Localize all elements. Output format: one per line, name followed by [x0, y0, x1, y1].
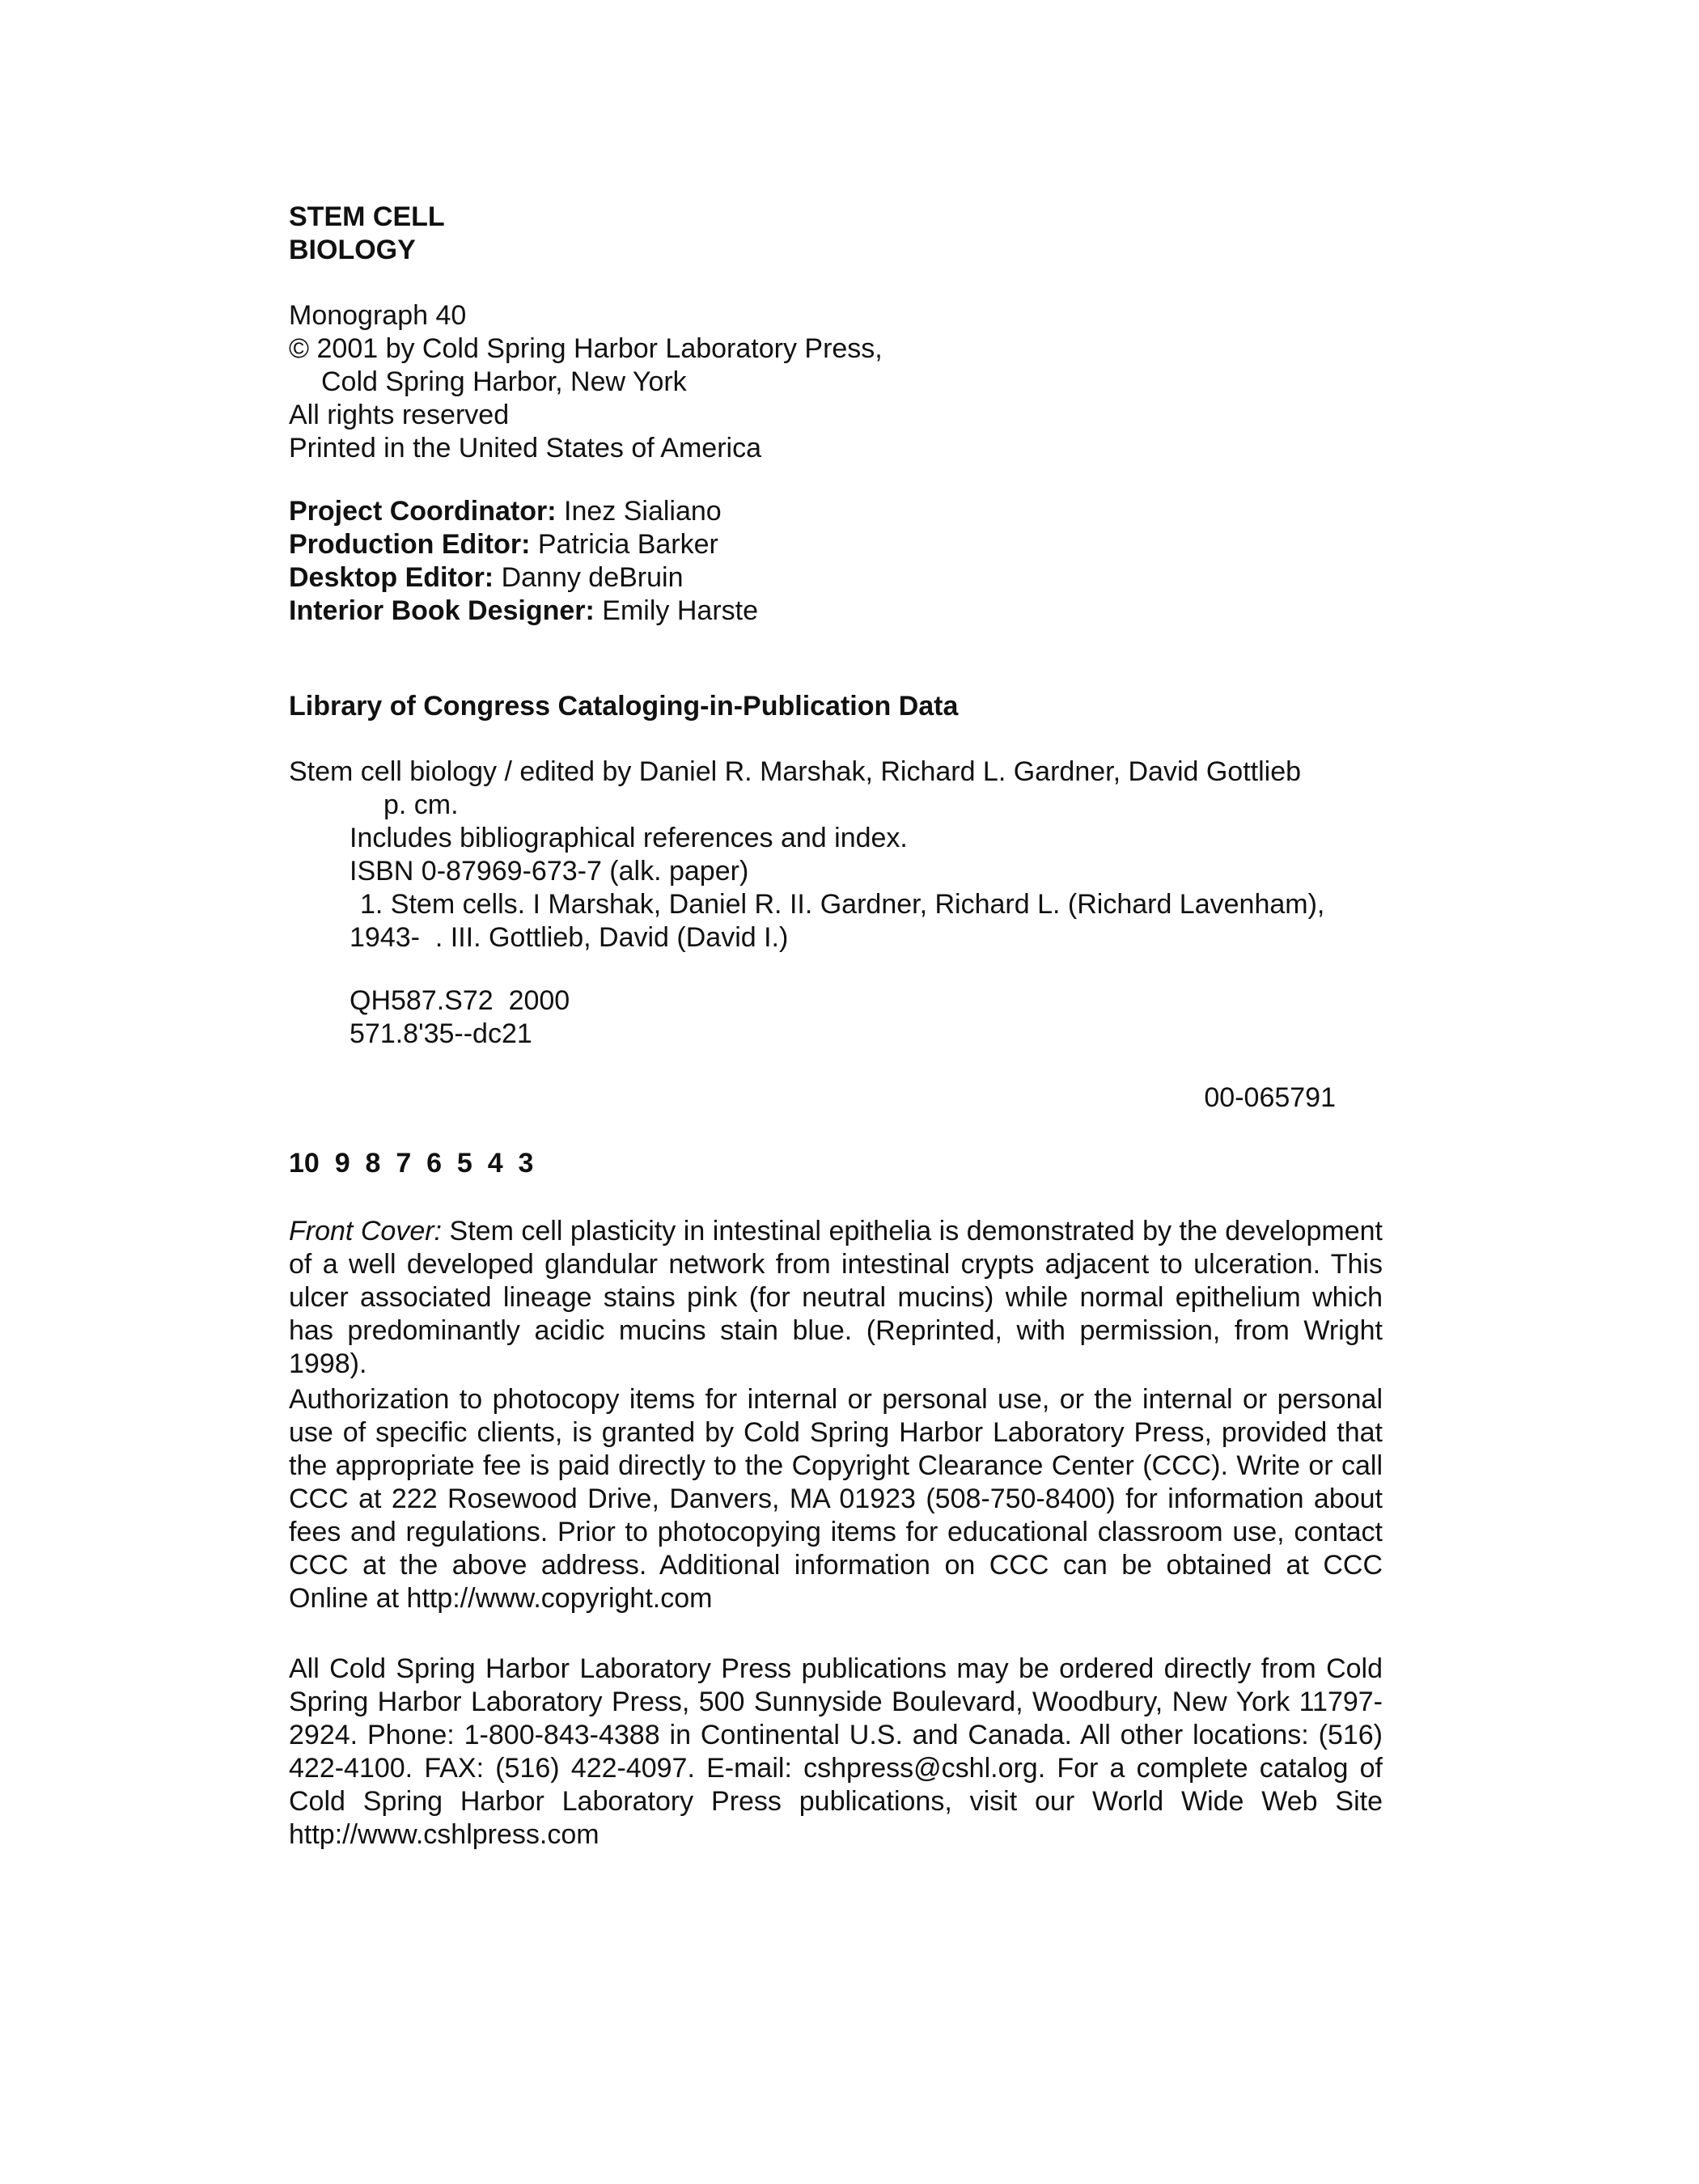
credit-name: Emily Harste — [602, 595, 758, 626]
monograph-number: Monograph 40 — [289, 300, 467, 331]
credit-role: Desktop Editor: — [289, 562, 494, 593]
imprint-block — [289, 299, 1383, 465]
front-cover-paragraph — [289, 1215, 1383, 1381]
credit-name: Patricia Barker — [537, 529, 718, 560]
credits-block — [289, 495, 1383, 628]
book-title — [289, 201, 1383, 267]
front-cover-label: Front Cover: — [289, 1216, 443, 1246]
book-title-line-1: STEM CELL — [289, 201, 445, 232]
cip-dewey: 571.8'35--dc21 — [350, 1018, 532, 1049]
cip-pcm: p. cm. — [383, 789, 459, 820]
ordering-paragraph: All Cold Spring Harbor Laboratory Press publications may be ordered directly from Cold Spring Harbor Laboratory Press, 500 Sunnyside Boulevard, Woodbury, New York 11797-2924. Phone: 1-800-843-4388 in Continental U.S. and Canada. All other locations: (516) 422-4100. FAX: (516) 422-4097. E-mail: cshpress@cshl.org. For a complete catalog of Cold Spring Harbor Laboratory Press publications, visit our World Wide Web Site http://www.cshlpress.com — [289, 1653, 1383, 1850]
cip-heading-text: Library of Congress Cataloging-in-Publication Data — [289, 691, 959, 722]
cip-subjects-2: 1943- . III. Gottlieb, David (David I.) — [350, 922, 789, 953]
front-cover-text: Stem cell plasticity in intestinal epithelia is demonstrated by the development of a well developed glandular network from intestinal crypts adjacent to ulceration. This ulcer associated lineage stains pink (for neutral mucins) while normal epithelium which has predominantly acidic mucins stain blue. (Reprinted, with permission, from Wright 1998). — [289, 1216, 1383, 1379]
cip-heading — [289, 690, 1383, 723]
credit-role: Interior Book Designer: — [289, 595, 595, 626]
cip-lccn-row — [289, 1081, 1383, 1115]
cip-isbn: ISBN 0-87969-673-7 (alk. paper) — [350, 856, 749, 887]
cip-subjects-1: 1. Stem cells. I Marshak, Daniel R. II. Gardner, Richard L. (Richard Lavenham), — [360, 889, 1325, 920]
credit-project-coordinator — [289, 495, 1383, 528]
rights-reserved: All rights reserved — [289, 400, 510, 430]
cip-classification — [289, 984, 1383, 1051]
copyright-line: © 2001 by Cold Spring Harbor Laboratory Press, — [289, 333, 883, 364]
printing-line-block — [289, 1147, 1383, 1180]
credit-name: Inez Sialiano — [564, 496, 722, 527]
printed-in: Printed in the United States of America — [289, 433, 761, 463]
cip-includes: Includes bibliographical references and index. — [350, 823, 908, 853]
credit-role: Production Editor: — [289, 529, 531, 560]
cip-title-line: Stem cell biology / edited by Daniel R. Marshak, Richard L. Gardner, David Gottlieb — [289, 756, 1302, 787]
book-title-line-2: BIOLOGY — [289, 235, 416, 265]
printing-line: 10 9 8 7 6 5 4 3 — [289, 1148, 534, 1179]
credit-interior-designer — [289, 595, 1383, 628]
cip-record — [289, 756, 1383, 954]
publisher-location: Cold Spring Harbor, New York — [321, 366, 687, 397]
authorization-paragraph: Authorization to photocopy items for internal or personal use, or the internal or personal use of specific clients, is granted by Cold Spring Harbor Laboratory Press, provided that the appropriate fee is paid directly to the Copyright Clearance Center (CCC). Write or call CCC at 222 Rosewood Drive, Danvers, MA 01923 (508-750-8400) for information about fees and regulations. Prior to photocopying items for educational classroom use, contact CCC at the above address. Additional information on CCC can be obtained at CCC Online at http://www.copyright.com — [289, 1384, 1383, 1614]
cip-lccn: 00-065791 — [1204, 1082, 1336, 1113]
credit-desktop-editor — [289, 561, 1383, 595]
credit-role: Project Coordinator: — [289, 496, 557, 527]
credit-production-editor — [289, 528, 1383, 561]
cip-call-number: QH587.S72 2000 — [350, 985, 570, 1016]
credit-name: Danny deBruin — [501, 562, 684, 593]
